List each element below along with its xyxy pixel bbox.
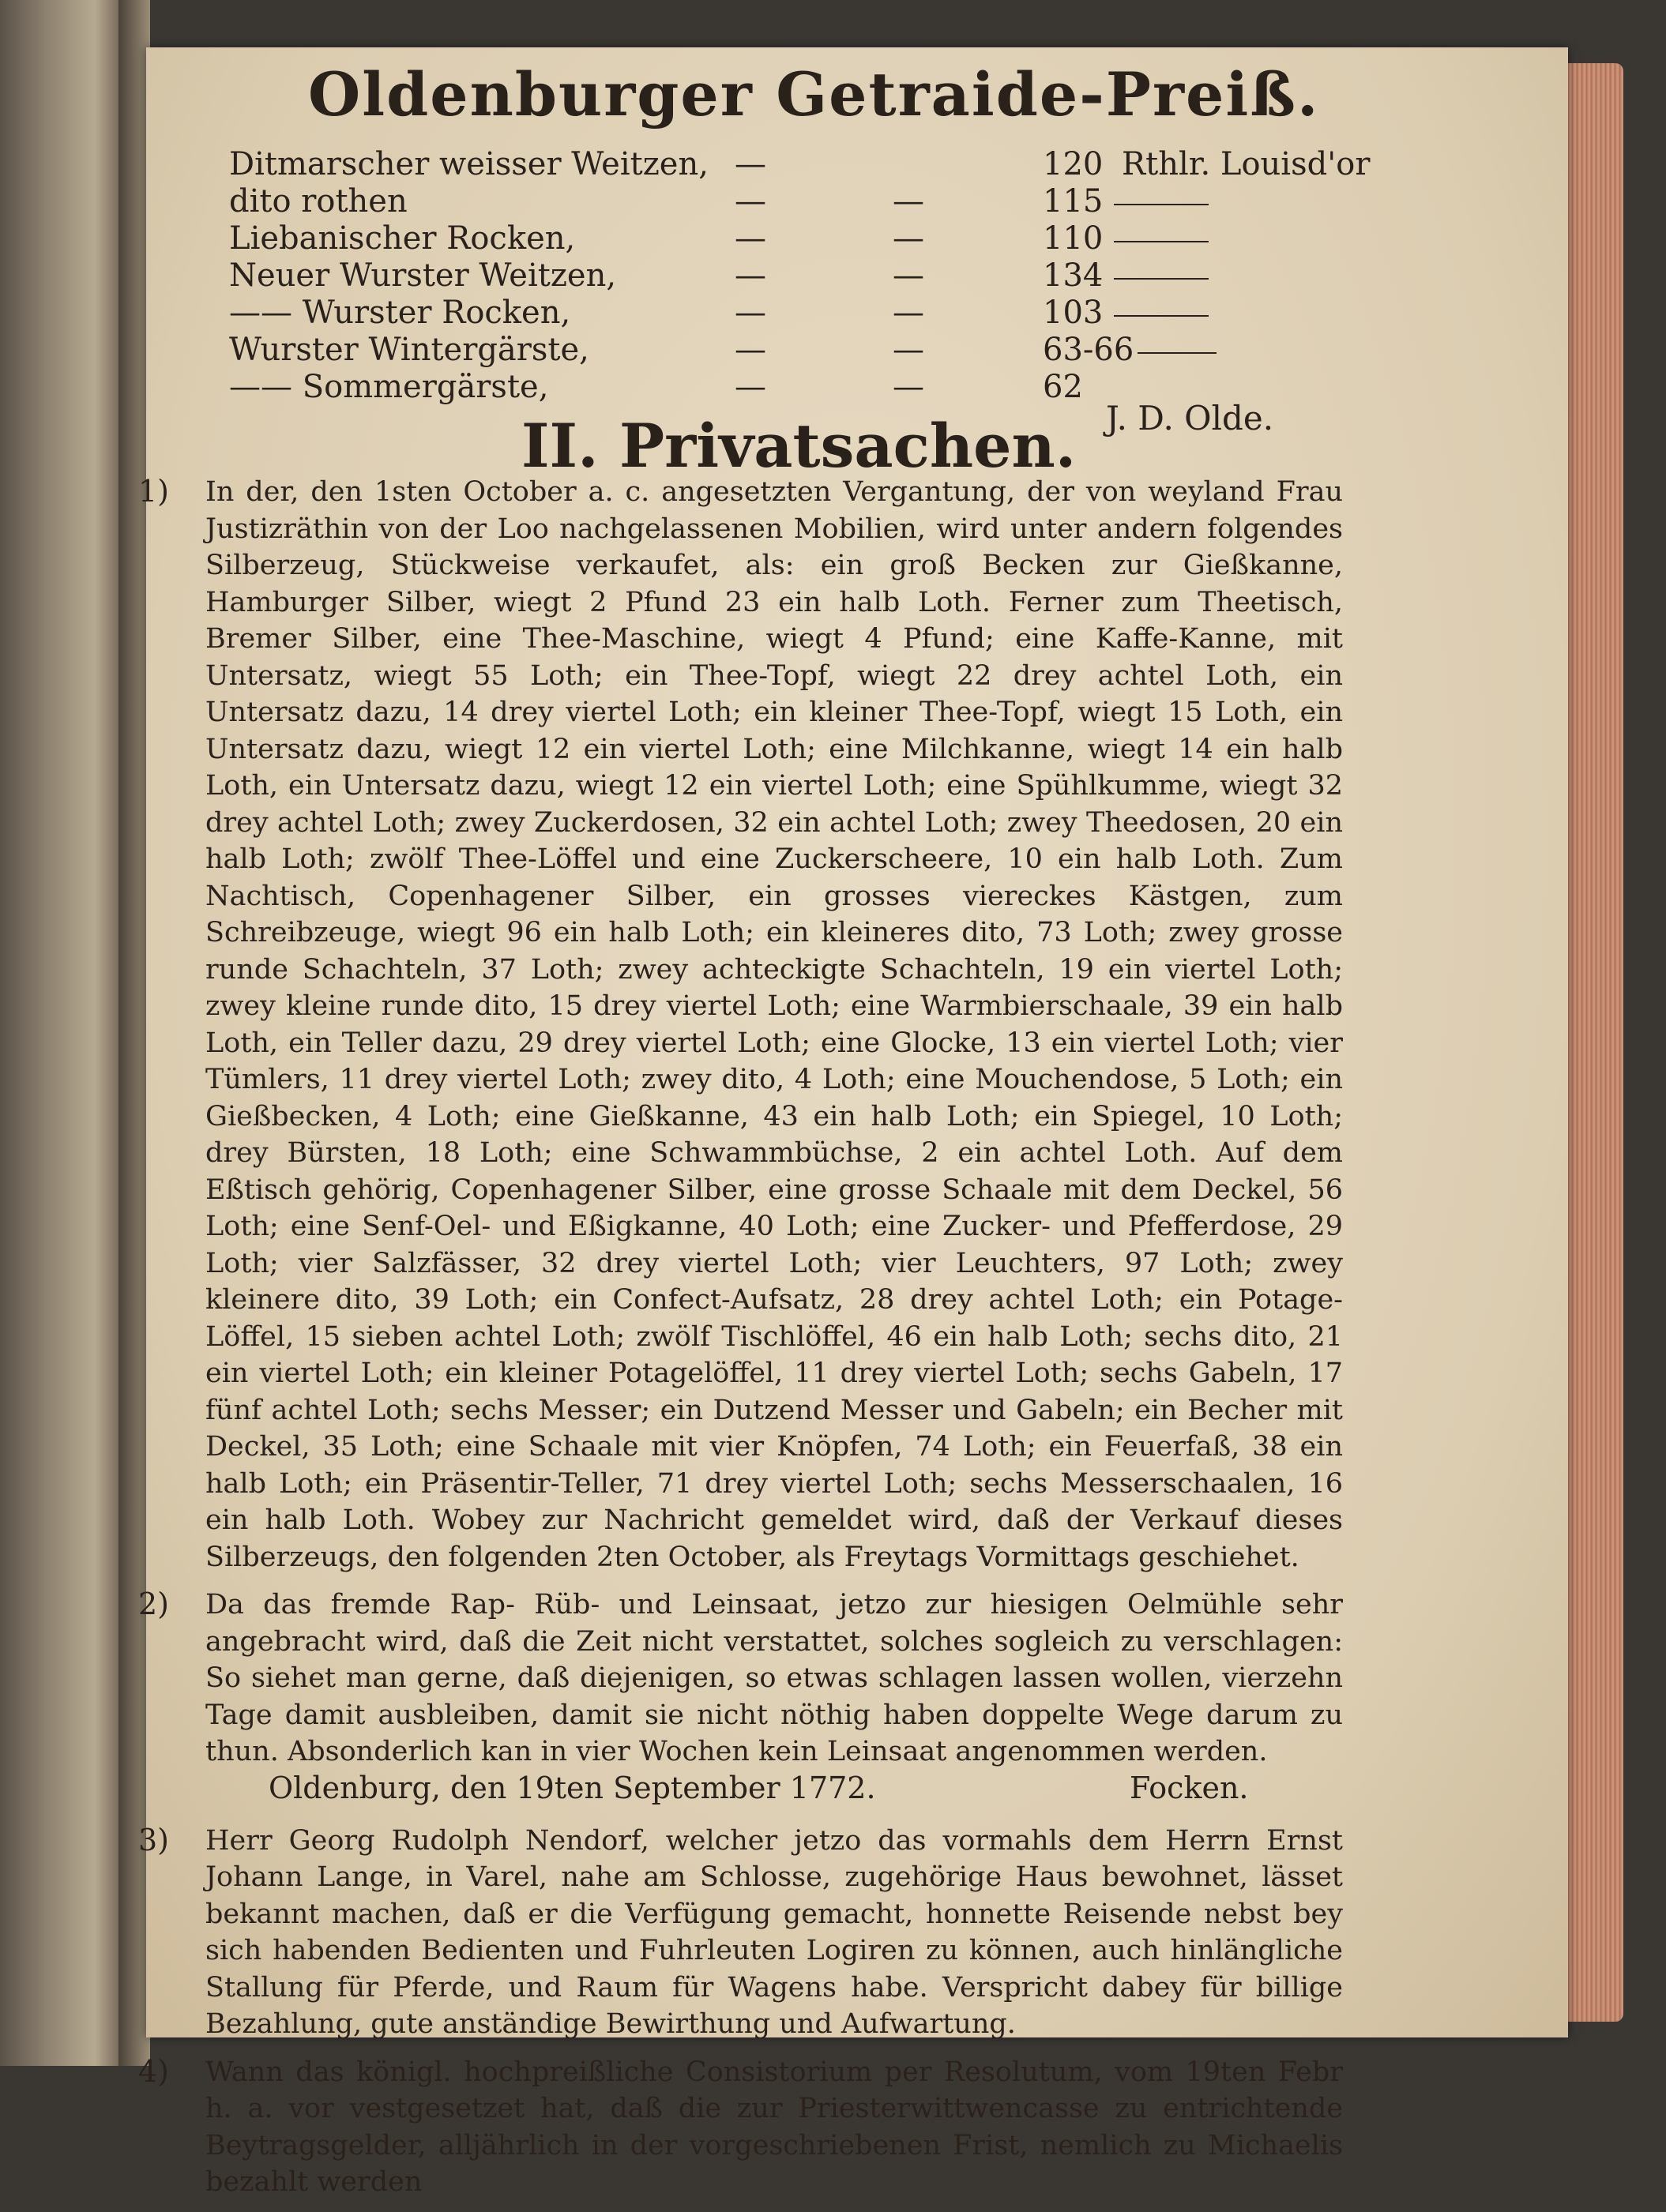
entry-signature: Focken.	[1130, 1770, 1249, 1805]
entries-list	[138, 474, 1343, 2212]
price-value: 115	[1043, 183, 1104, 220]
price-value: 110	[1043, 220, 1104, 257]
price-value: 120	[1043, 146, 1104, 182]
price-name: Neuer Wurster Weitzen,	[229, 257, 617, 294]
list-item	[138, 2053, 1343, 2201]
price-name: Wurster Wintergärste,	[229, 332, 589, 368]
price-dash: —	[735, 146, 766, 182]
entry-closing	[205, 1771, 1343, 1812]
price-dash: —	[893, 220, 924, 257]
price-dash: —	[735, 257, 766, 294]
ditto-line	[1114, 278, 1209, 280]
list-item	[138, 474, 1343, 1575]
entry-number: 2)	[138, 1587, 170, 1621]
price-table	[229, 146, 1371, 406]
price-unit: Rthlr. Louisd'or	[1122, 146, 1371, 182]
price-name: dito rothen	[229, 183, 408, 220]
price-row	[229, 295, 1335, 332]
price-signature: J. D. Olde.	[1106, 399, 1274, 438]
price-row	[229, 220, 1335, 257]
price-value: 63-66	[1043, 332, 1134, 368]
ditto-line	[1138, 352, 1217, 354]
price-name: —— Sommergärste,	[229, 369, 549, 405]
price-dash: —	[893, 295, 924, 331]
price-dash: —	[893, 369, 924, 405]
price-row	[229, 183, 1335, 220]
price-dash: —	[893, 257, 924, 294]
entry-text: Wann das königl. hochpreißliche Consistorium per Resolutum, vom 19ten Febr h. a. vor vestgesetzet hat, daß die zur Priesterwittwencasse zu entrichtende Beytragsgelder, alljährlich in der vorgeschriebenen Frist, nemlich zu Michaelis bezahlt werden	[205, 2056, 1343, 2198]
price-name: —— Wurster Rocken,	[229, 295, 571, 331]
entry-place-date: Oldenburg, den 19ten September 1772.	[269, 1770, 876, 1805]
price-row	[229, 332, 1335, 369]
price-dash: —	[735, 332, 766, 368]
entry-number: 3)	[138, 1822, 170, 1857]
entry-number: 4)	[138, 2053, 170, 2089]
page-title: Oldenburger Getraide-Preiß.	[308, 59, 1320, 130]
page-stack-edge	[1568, 63, 1623, 2022]
ditto-line	[1114, 241, 1209, 242]
price-value: 103	[1043, 295, 1104, 331]
price-dash: —	[735, 369, 766, 405]
ditto-line	[1114, 315, 1209, 317]
price-value: 62	[1043, 369, 1083, 405]
list-item	[138, 1822, 1343, 2043]
entry-text: Herr Georg Rudolph Nendorf, welcher jetzo das vormahls dem Herrn Ernst Johann Lange, in Varel, nahe am Schlosse, zugehörige Haus bewohnet, lässet bekannt machen, daß er die Verfügung gemacht, honnette Reisende nebst bey sich habenden Bedienten und Fuhrleuten Logiren zu können, auch hinlängliche Stallung für Pferde, und Raum für Wagens habe. Verspricht dabey für billige Bezahlung, gute anständige Bewirthung und Aufwartung.	[205, 1824, 1343, 2040]
price-dash: —	[735, 183, 766, 220]
price-name: Ditmarscher weisser Weitzen,	[229, 146, 709, 182]
entry-text: In der, den 1sten October a. c. angesetzten Vergantung, der von weyland Frau Justizräthin von der Loo nachgelassenen Mobilien, wird unter andern folgendes Silberzeug, Stückweise verkaufet, als: ein groß Becken zur Gießkanne, Hamburger Silber, wiegt 2 Pfund 23 ein halb Loth. Ferner zum Theetisch, Bremer Silber, eine Thee-Maschine, wiegt 4 Pfund; eine Kaffe-Kanne, mit Untersatz, wiegt 55 Loth; ein Thee-Topf, wiegt 22 drey achtel Loth, ein Untersatz dazu, 14 drey viertel Loth; ein kleiner Thee-Topf, wiegt 15 Loth, ein Untersatz dazu, wiegt 12 ein viertel Loth; eine Milchkanne, wiegt 14 ein halb Loth, ein Untersatz dazu, wiegt 12 ein viertel Loth; eine Spühlkumme, wiegt 32 drey achtel Loth; zwey Zuckerdosen, 32 ein achtel Loth; zwey Theedosen, 20 ein halb Loth; zwölf Thee-Löffel und eine Zuckerscheere, 10 ein halb Loth. Zum Nachtisch, Copenhagener Silber, ein grosses viereckes Kästgen, zum Schreibzeuge, wiegt 96 ein halb Loth; ein kleineres dito, 73 Loth; zwey grosse runde Schachteln, 37 Loth; zwey achteckigte Schachteln, 19 ein viertel Loth; zwey kleine runde dito, 15 drey viertel Loth; eine Warmbierschaale, 39 ein halb Loth, ein Teller dazu, 29 drey viertel Loth; eine Glocke, 13 ein viertel Loth; vier Tümlers, 11 drey viertel Loth; zwey dito, 4 Loth; eine Mouchendose, 5 Loth; ein Gießbecken, 4 Loth; eine Gießkanne, 43 ein halb Loth; ein Spiegel, 10 Loth; drey Bürsten, 18 Loth; eine Schwammbüchse, 2 ein achtel Loth. Auf dem Eßtisch gehörig, Copenhagener Silber, eine grosse Schaale mit dem Deckel, 56 Loth; eine Senf-Oel- und Eßigkanne, 40 Loth; eine Zucker- und Pfefferdose, 29 Loth; vier Salzfässer, 32 drey viertel Loth; vier Leuchters, 97 Loth; zwey kleinere dito, 39 Loth; ein Confect-Aufsatz, 28 drey achtel Loth; ein Potage-Löffel, 15 sieben achtel Loth; zwölf Tischlöffel, 46 ein halb Loth; sechs dito, 21 ein viertel Loth; ein kleiner Potagelöffel, 11 drey viertel Loth; sechs Gabeln, 17 fünf achtel Loth; sechs Messer; ein Dutzend Messer und Gabeln; ein Becher mit Deckel, 35 Loth; eine Schaale mit vier Knöpfen, 74 Loth; ein Feuerfaß, 38 ein halb Loth; ein Präsentir-Teller, 71 drey viertel Loth; sechs Messerschaalen, 16 ein halb Loth. Wobey zur Nachricht gemeldet wird, daß der Verkauf dieses Silberzeugs, den folgenden 2ten October, als Freytags Vormittags geschiehet.	[205, 476, 1343, 1573]
left-page-edge	[0, 0, 118, 2066]
section-title: II. Privatsachen.	[521, 411, 1077, 481]
entry-number: 1)	[138, 474, 170, 509]
price-value: 134	[1043, 257, 1104, 294]
price-name: Liebanischer Rocken,	[229, 220, 576, 257]
list-item	[138, 1587, 1343, 1812]
price-dash: —	[893, 332, 924, 368]
price-dash: —	[735, 295, 766, 331]
price-row	[229, 146, 1371, 183]
entry-text: Da das fremde Rap- Rüb- und Leinsaat, jetzo zur hiesigen Oelmühle sehr angebracht wird, daß die Zeit nicht verstattet, solches sogleich zu verschlagen: So siehet man gerne, daß diejenigen, so etwas schlagen lassen wollen, vierzehn Tage damit ausbleiben, damit sie nicht nöthig haben doppelte Wege darum zu thun. Absonderlich kan in vier Wochen kein Leinsaat angenommen werden.	[205, 1589, 1343, 1767]
price-row	[229, 257, 1335, 295]
price-dash: —	[735, 220, 766, 257]
ditto-line	[1114, 204, 1209, 205]
book-gutter	[118, 0, 150, 2066]
price-dash: —	[893, 183, 924, 220]
